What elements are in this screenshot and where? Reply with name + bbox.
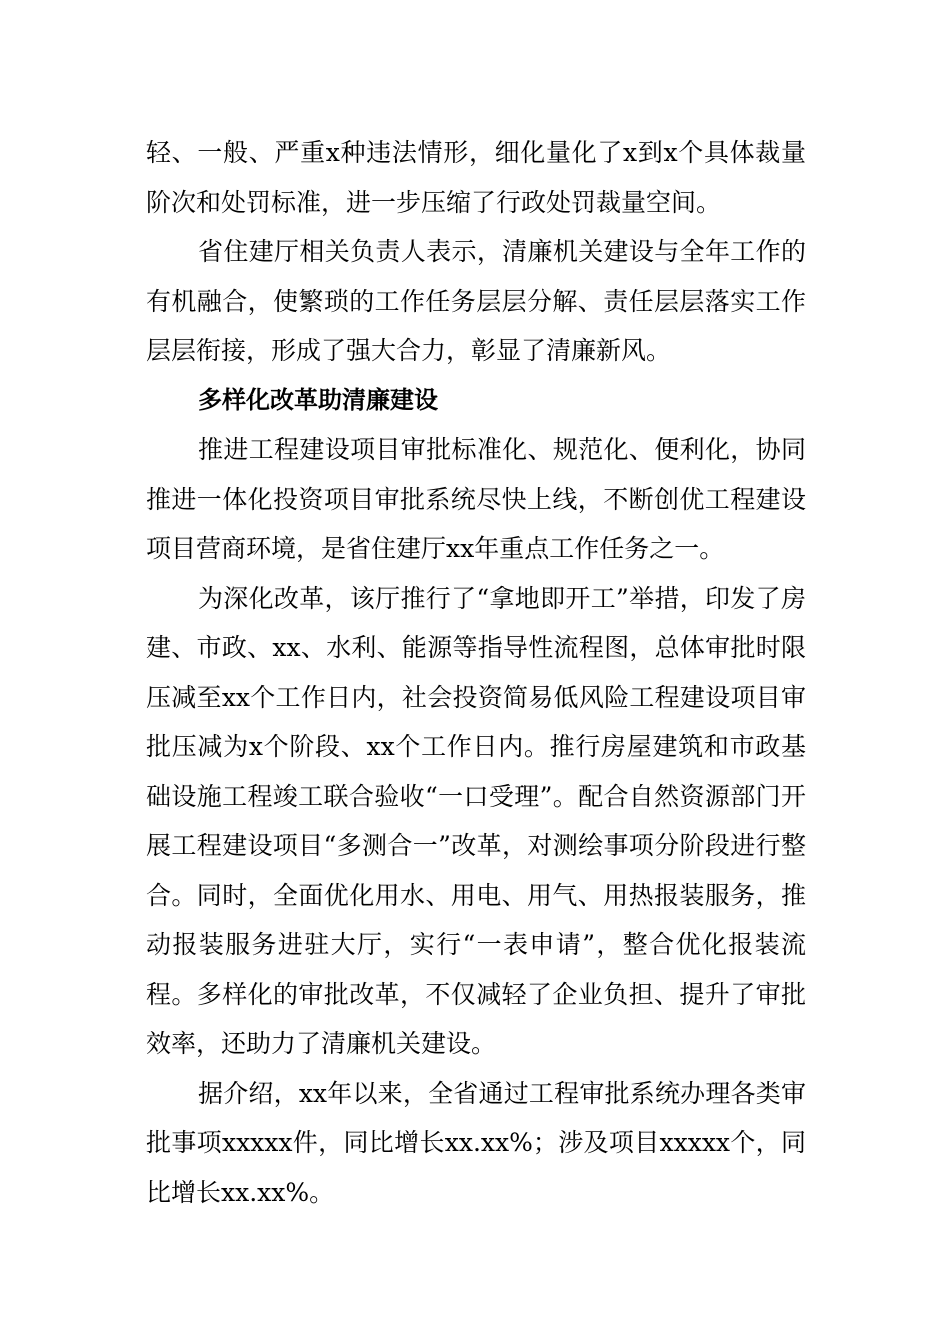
paragraph: 推进工程建设项目审批标准化、规范化、便利化，协同推进一体化投资项目审批系统尽快上线，不断创优工程建设项目营商环境，是省住建厅xx年重点工作任务之一。 (146, 435, 806, 563)
paragraph-continuation: 轻、一般、严重x种违法情形，细化量化了x到x个具体裁量阶次和处罚标准，进一步压缩了行政处罚裁量空间。 (146, 138, 806, 217)
paragraph: 省住建厅相关负责人表示，清廉机关建设与全年工作的有机融合，使繁琐的工作任务层层分解、责任层层落实工作层层衔接，形成了强大合力，彰显了清廉新风。 (146, 237, 806, 365)
section-heading: 多样化改革助清廉建设 (198, 385, 438, 414)
document-body (146, 128, 806, 1217)
paragraph: 为深化改革，该厅推行了“拿地即开工”举措，印发了房建、市政、xx、水利、能源等指导性流程图，总体审批时限压减至xx个工作日内，社会投资简易低风险工程建设项目审批压减为x个阶段、xx个工作日内。推行房屋建筑和市政基础设施工程竣工联合验收“一口受理”。配合自然资源部门开展工程建设项目“多测合一”改革，对测绘事项分阶段进行整合。同时，全面优化用水、用电、用气、用热报装服务，推动报装服务进驻大厅，实行“一表申请”，整合优化报装流程。多样化的审批改革，不仅减轻了企业负担、提升了审批效率，还助力了清廉机关建设。 (146, 583, 806, 1058)
paragraph: 据介绍，xx年以来，全省通过工程审批系统办理各类审批事项xxxxx件，同比增长xx.xx%；涉及项目xxxxx个，同比增长xx.xx%。 (146, 1078, 806, 1207)
